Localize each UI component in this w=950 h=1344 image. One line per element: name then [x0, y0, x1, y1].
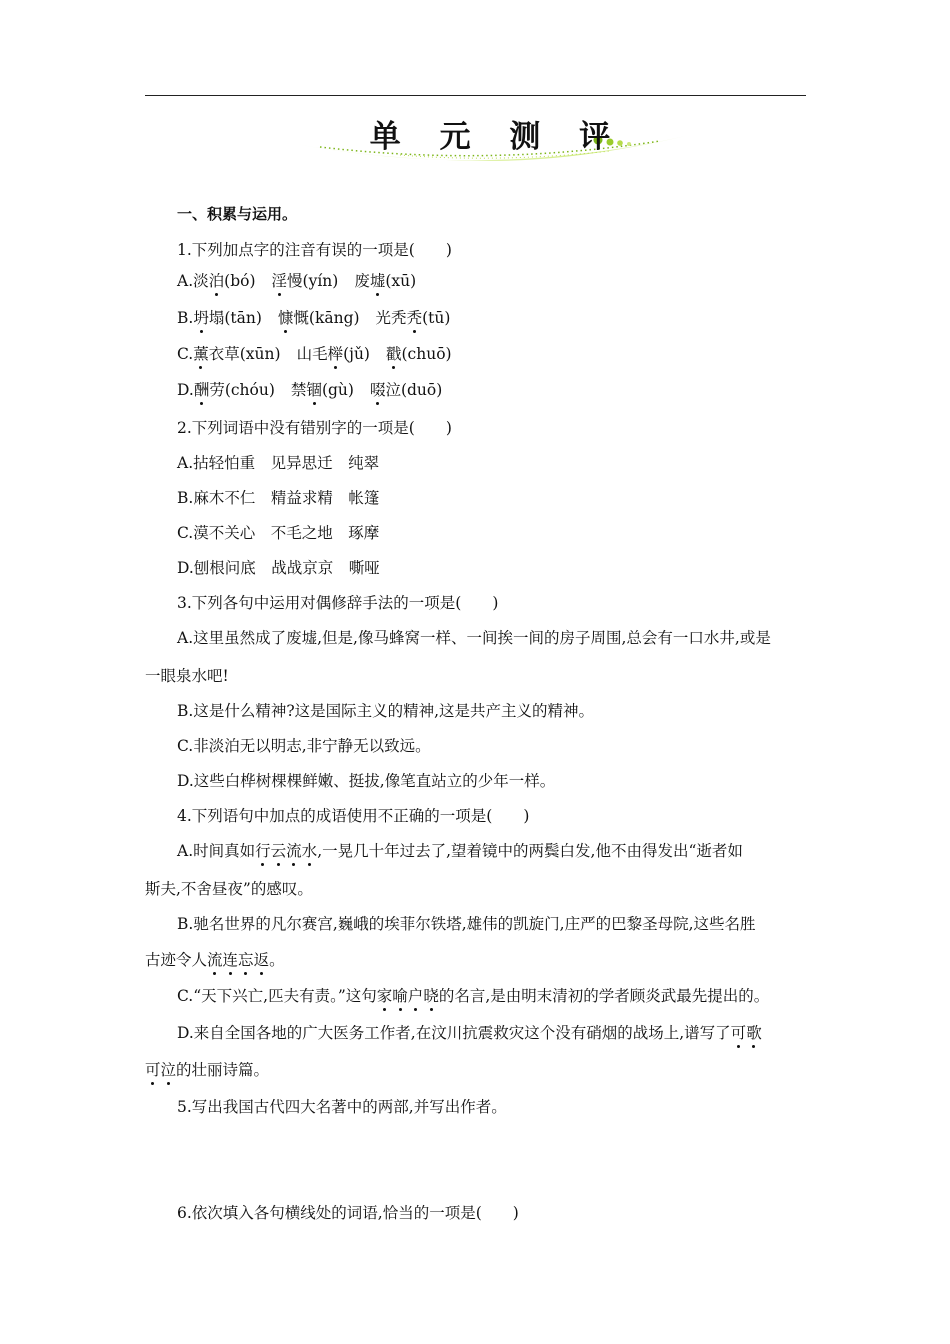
question-1-option-b: B.坍塌(tān) 慷慨(kāng) 光秃秃(tū) [177, 309, 451, 327]
question-2-option-b: B.麻木不仁 精益求精 帐篷 [177, 489, 380, 507]
question-4-option-a: A.时间真如行云流水,一晃几十年过去了,望着镜中的两鬓白发,他不由得发出“逝者如 [177, 842, 743, 860]
question-4-option-a-continued: 斯夫,不舍昼夜”的感叹。 [145, 880, 313, 898]
header-rule [145, 95, 806, 96]
question-1-stem: 1.下列加点字的注音有误的一项是( ) [177, 241, 452, 259]
question-1-option-a: A.淡泊(bó) 淫慢(yín) 废墟(xū) [177, 272, 417, 290]
question-4-stem: 4.下列语句中加点的成语使用不正确的一项是( ) [177, 807, 530, 825]
question-4-option-d: D.来自全国各地的广大医务工作者,在汶川抗震救灾这个没有硝烟的战场上,谱写了可歌 [177, 1024, 762, 1042]
section-heading: 一、积累与运用。 [177, 205, 298, 223]
question-2-stem: 2.下列词语中没有错别字的一项是( ) [177, 419, 452, 437]
title-banner [280, 103, 700, 175]
question-2-option-c: C.漠不关心 不毛之地 琢摩 [177, 524, 380, 542]
question-3-option-a-continued: 一眼泉水吧! [145, 667, 229, 685]
question-1-option-c: C.薰衣草(xūn) 山毛榉(jǔ) 戳(chuō) [177, 345, 452, 363]
question-4-option-d-continued: 可泣的壮丽诗篇。 [145, 1061, 270, 1079]
question-2-option-d: D.刨根问底 战战京京 嘶哑 [177, 559, 380, 577]
question-4-option-c: C.“天下兴亡,匹夫有责。”这句家喻户晓的名言,是由明末清初的学者顾炎武最先提出的。 [177, 987, 770, 1005]
question-6-stem: 6.依次填入各句横线处的词语,恰当的一项是( ) [177, 1204, 519, 1222]
page-title: 单 元 测 评 [369, 119, 625, 155]
question-3-option-a: A.这里虽然成了废墟,但是,像马蜂窝一样、一间挨一间的房子周围,总会有一口水井,或是 [177, 629, 771, 647]
question-3-option-c: C.非淡泊无以明志,非宁静无以致远。 [177, 737, 431, 755]
question-5-stem: 5.写出我国古代四大名著中的两部,并写出作者。 [177, 1098, 507, 1116]
question-4-option-b-continued: 古迹令人流连忘返。 [145, 951, 285, 969]
question-3-stem: 3.下列各句中运用对偶修辞手法的一项是( ) [177, 594, 499, 612]
question-2-option-a: A.拈轻怕重 见异思迁 纯翠 [177, 454, 380, 472]
question-3-option-b: B.这是什么精神?这是国际主义的精神,这是共产主义的精神。 [177, 702, 595, 720]
question-4-option-b: B.驰名世界的凡尔赛宫,巍峨的埃菲尔铁塔,雄伟的凯旋门,庄严的巴黎圣母院,这些名胜 [177, 915, 756, 933]
question-3-option-d: D.这些白桦树棵棵鲜嫩、挺拔,像笔直站立的少年一样。 [177, 772, 556, 790]
question-1-option-d: D.酬劳(chóu) 禁锢(gù) 啜泣(duō) [177, 381, 443, 399]
